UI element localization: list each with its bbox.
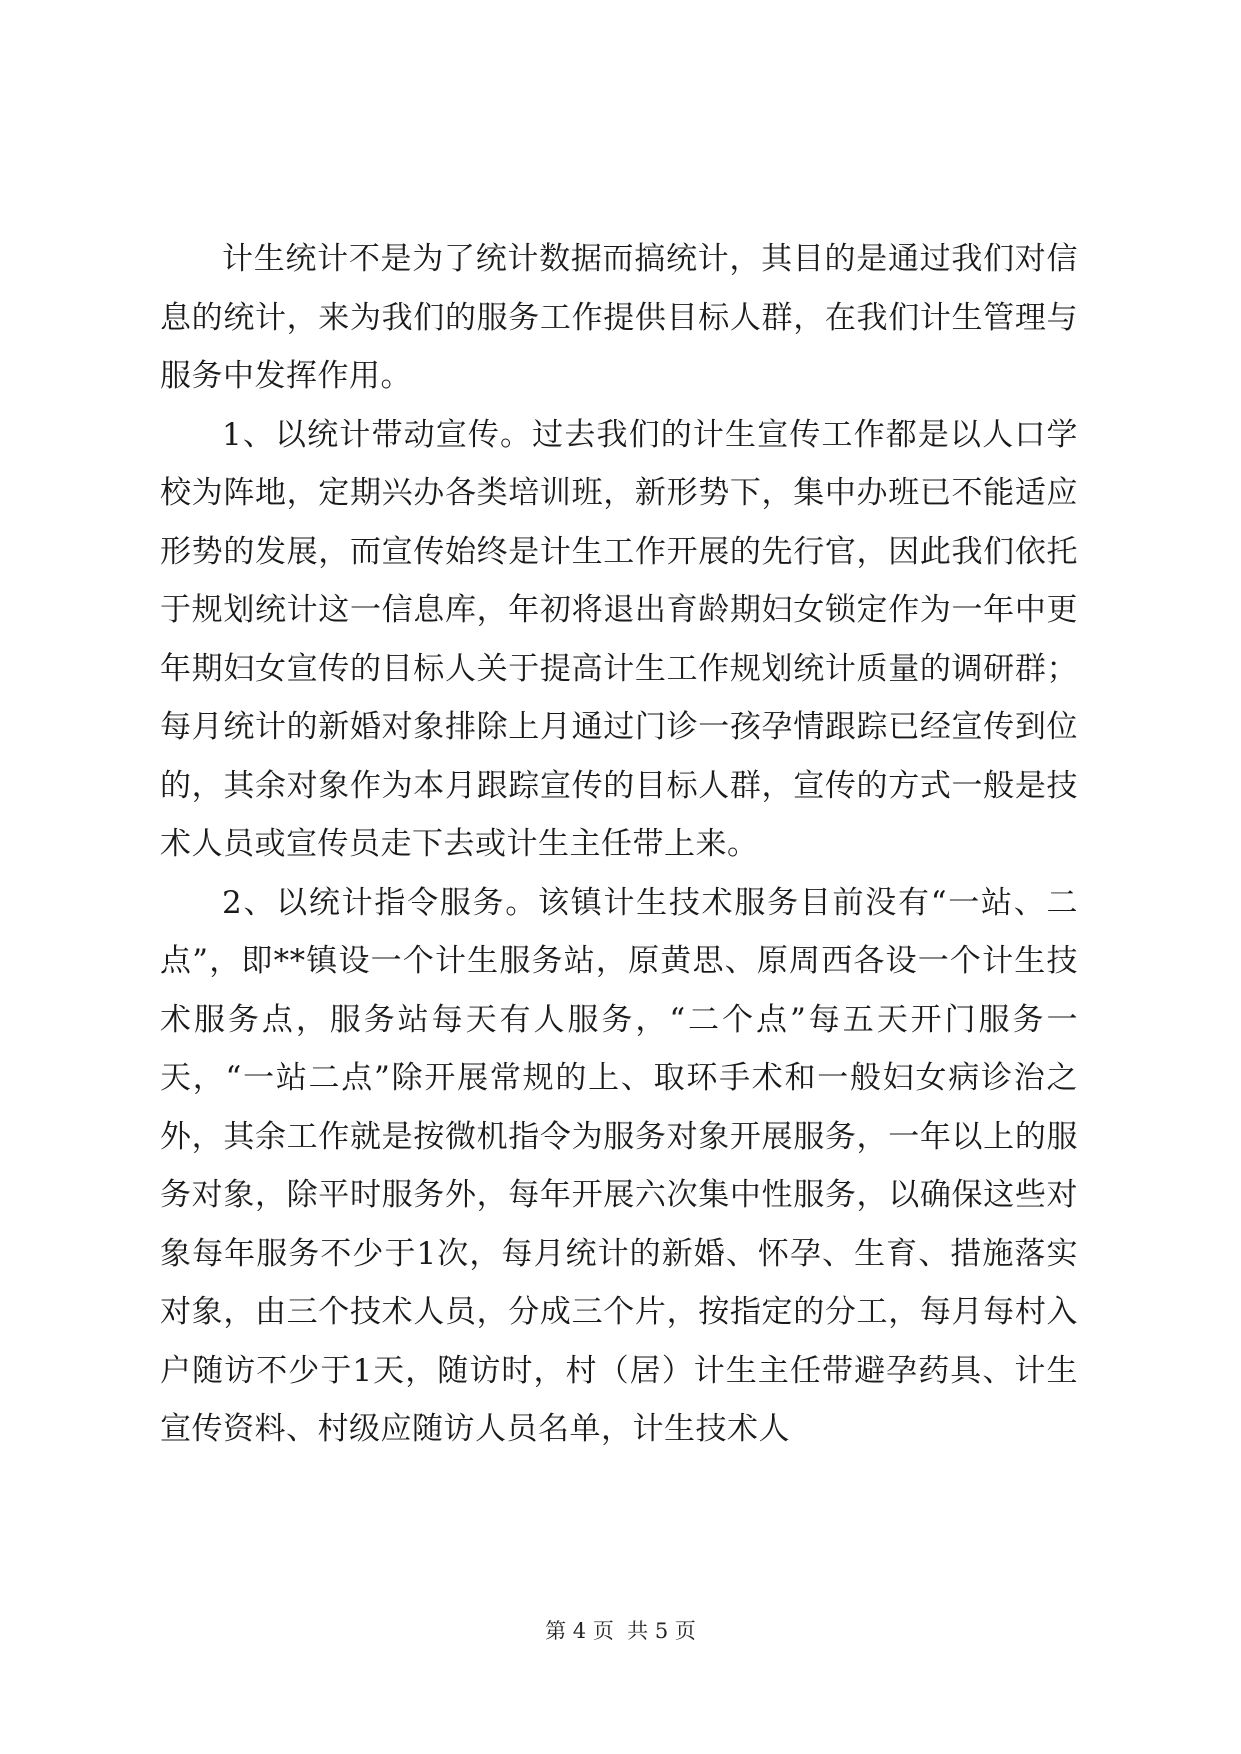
paragraph-service: 2、以统计指令服务。该镇计生技术服务目前没有“一站、二点”，即**镇设一个计生服务站，原黄思、原周西各设一个计生技术服务点，服务站每天有人服务，“二个点”每五天开门服务一天，“一站二点”除开展常规的上、取环手术和一般妇女病诊治之外，其余工作就是按微机指令为服务对象开展服务，一年以上的服务对象，除平时服务外，每年开展六次集中性服务，以确保这些对象每年服务不少于1次，每月统计的新婚、怀孕、生育、措施落实对象，由三个技术人员，分成三个片，按指定的分工，每月每村入户随访不少于1天，随访时，村（居）计生主任带避孕药具、计生宣传资料、村级应随访人员名单，计生技术人 — [160, 884, 1078, 1447]
paragraph-publicity: 1、以统计带动宣传。过去我们的计生宣传工作都是以人口学校为阵地，定期兴办各类培训班，新形势下，集中办班已不能适应形势的发展，而宣传始终是计生工作开展的先行官，因此我们依托于规划统计这一信息库，年初将退出育龄期妇女锁定作为一年中更年期妇女宣传的目标人关于提高计生工作规划统计质量的调研群；每月统计的新婚对象排除上月通过门诊一孩孕情跟踪已经宣传到位的，其余对象作为本月跟踪宣传的目标人群，宣传的方式一般是技术人员或宣传员走下去或计生主任带上来。 — [160, 416, 1078, 862]
page-footer — [0, 1615, 1241, 1645]
paragraph-intro: 计生统计不是为了统计数据而搞统计，其目的是通过我们对信息的统计，来为我们的服务工作提供目标人群，在我们计生管理与服务中发挥作用。 — [160, 241, 1078, 394]
document-body — [160, 230, 1078, 1459]
page-number-label: 第 4 页 共 5 页 — [545, 1619, 696, 1643]
